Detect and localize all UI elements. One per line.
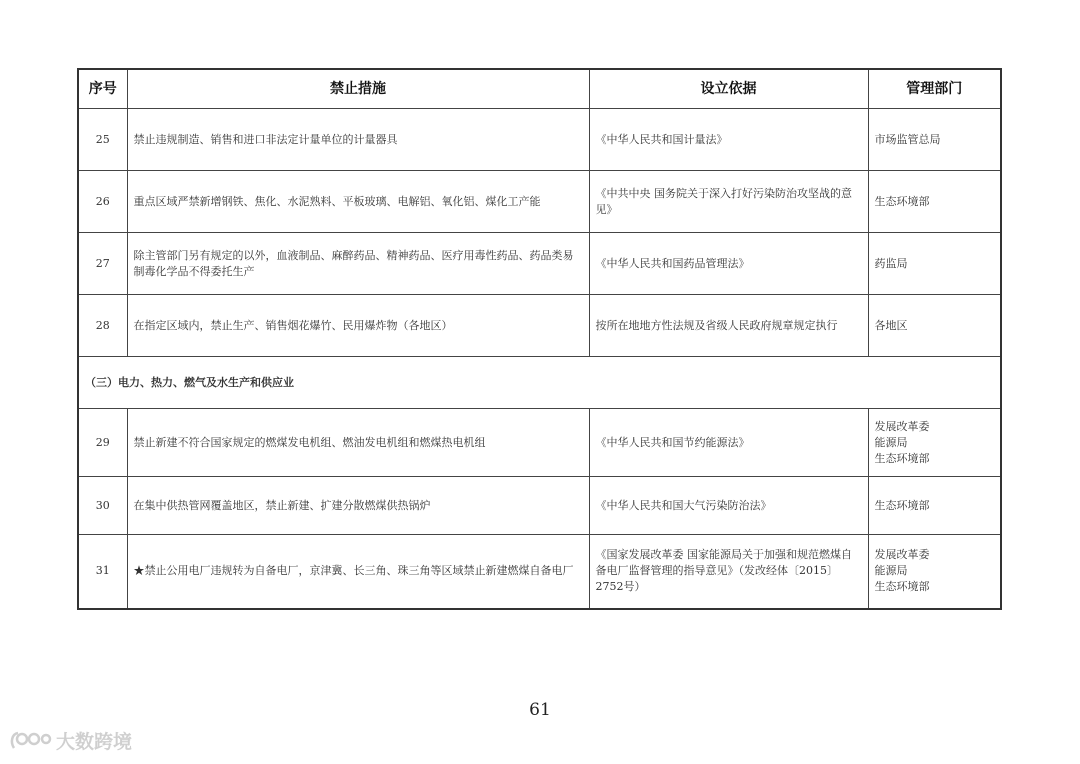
row-dept: 药监局 xyxy=(868,233,1001,295)
table-row xyxy=(78,233,1001,295)
dept-line: 能源局 xyxy=(874,564,908,578)
dept-line: 能源局 xyxy=(874,435,908,449)
table-row xyxy=(78,295,1001,357)
row-basis: 《中华人民共和国大气污染防治法》 xyxy=(589,477,868,535)
row-dept: 各地区 xyxy=(868,295,1001,357)
row-measure: 禁止违规制造、销售和进口非法定计量单位的计量器具 xyxy=(127,109,589,171)
row-measure: 除主管部门另有规定的以外，血液制品、麻醉药品、精神药品、医疗用毒性药品、药品类易制毒化学品不得委托生产 xyxy=(127,233,589,295)
row-number: 29 xyxy=(78,409,127,477)
row-basis: 《中共中央 国务院关于深入打好污染防治攻坚战的意见》 xyxy=(589,171,868,233)
page-number: 61 xyxy=(529,700,551,720)
table-row xyxy=(78,535,1001,609)
dept-line: 发展改革委 xyxy=(874,419,930,433)
row-dept xyxy=(868,409,1001,477)
header-basis: 设立依据 xyxy=(589,69,868,109)
section-title: （三）电力、热力、燃气及水生产和供应业 xyxy=(78,357,1001,409)
row-number: 28 xyxy=(78,295,127,357)
row-dept: 市场监管总局 xyxy=(868,109,1001,171)
dept-line: 发展改革委 xyxy=(874,548,930,562)
watermark xyxy=(8,727,132,754)
table-row xyxy=(78,171,1001,233)
row-number: 30 xyxy=(78,477,127,535)
row-number: 31 xyxy=(78,535,127,609)
section-row xyxy=(78,357,1001,409)
header-dept: 管理部门 xyxy=(868,69,1001,109)
row-measure: 在集中供热管网覆盖地区，禁止新建、扩建分散燃煤供热锅炉 xyxy=(127,477,589,535)
table-row xyxy=(78,477,1001,535)
row-measure: 重点区域严禁新增钢铁、焦化、水泥熟料、平板玻璃、电解铝、氧化铝、煤化工产能 xyxy=(127,171,589,233)
row-number: 26 xyxy=(78,171,127,233)
row-measure: ★禁止公用电厂违规转为自备电厂，京津冀、长三角、珠三角等区域禁止新建燃煤自备电厂 xyxy=(127,535,589,609)
regulation-table xyxy=(77,68,1002,610)
row-basis: 《中华人民共和国节约能源法》 xyxy=(589,409,868,477)
row-basis: 《中华人民共和国计量法》 xyxy=(589,109,868,171)
row-measure: 在指定区域内，禁止生产、销售烟花爆竹、民用爆炸物（各地区） xyxy=(127,295,589,357)
header-seq: 序号 xyxy=(78,69,127,109)
row-number: 25 xyxy=(78,109,127,171)
dept-line: 生态环境部 xyxy=(874,451,930,465)
row-dept: 生态环境部 xyxy=(868,171,1001,233)
row-dept xyxy=(868,535,1001,609)
table-header-row xyxy=(78,69,1001,109)
table-row xyxy=(78,109,1001,171)
row-basis: 《中华人民共和国药品管理法》 xyxy=(589,233,868,295)
row-basis: 《国家发展改革委 国家能源局关于加强和规范燃煤自备电厂监督管理的指导意见》（发改经体〔2015〕2752号） xyxy=(589,535,868,609)
row-basis: 按所在地地方性法规及省级人民政府规章规定执行 xyxy=(589,295,868,357)
dept-line: 生态环境部 xyxy=(874,580,930,594)
table-row xyxy=(78,409,1001,477)
header-measure: 禁止措施 xyxy=(127,69,589,109)
row-dept: 生态环境部 xyxy=(868,477,1001,535)
watermark-logo-icon xyxy=(8,728,52,754)
row-number: 27 xyxy=(78,233,127,295)
watermark-text: 大数跨境 xyxy=(56,731,133,753)
row-measure: 禁止新建不符合国家规定的燃煤发电机组、燃油发电机组和燃煤热电机组 xyxy=(127,409,589,477)
